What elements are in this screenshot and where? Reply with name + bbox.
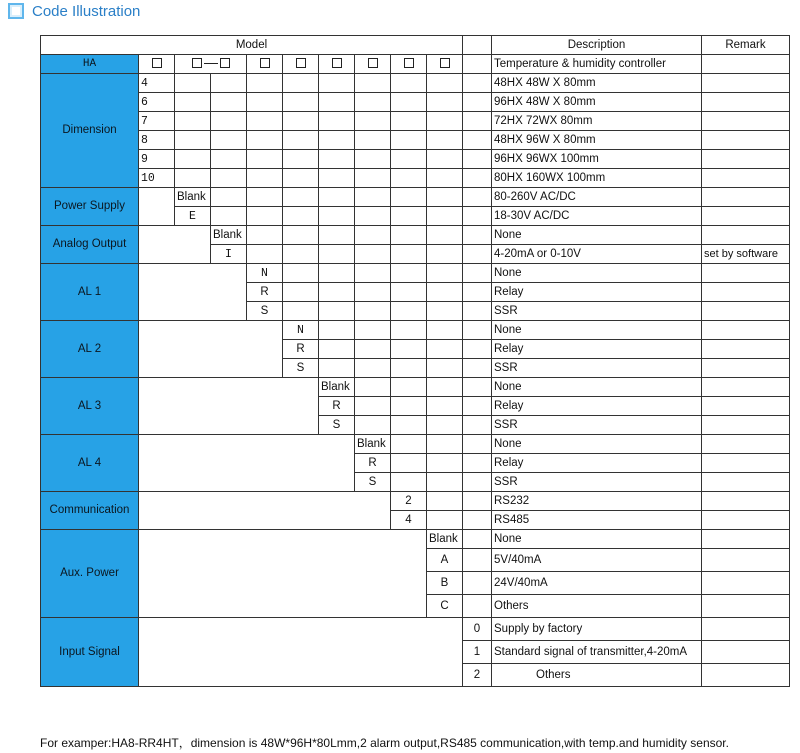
description-cell: Supply by factory xyxy=(492,618,702,641)
description-cell: 96HX 48W X 80mm xyxy=(492,93,702,112)
code-cell: R xyxy=(355,454,391,473)
table-row xyxy=(41,131,790,150)
description-cell: 4-20mA or 0-10V xyxy=(492,245,702,264)
code-cell: 0 xyxy=(463,618,492,641)
code-cell: I xyxy=(211,245,247,264)
code-cell: 2 xyxy=(463,664,492,687)
checkbox-icon xyxy=(332,58,342,68)
table-row xyxy=(41,169,790,188)
code-cell: R xyxy=(247,283,283,302)
code-cell: 6 xyxy=(139,93,175,112)
remark-header: Remark xyxy=(702,36,790,55)
remark-cell: set by software xyxy=(702,245,790,264)
code-cell: 7 xyxy=(139,112,175,131)
code-cell: Blank xyxy=(427,530,463,549)
prefix-description: Temperature & humidity controller xyxy=(492,55,702,74)
description-cell: 96HX 96WX 100mm xyxy=(492,150,702,169)
description-cell: None xyxy=(492,264,702,283)
description-cell: Relay xyxy=(492,283,702,302)
table-row xyxy=(41,226,790,245)
checkbox-icon xyxy=(368,58,378,68)
table-row xyxy=(41,74,790,93)
table-row xyxy=(41,530,790,549)
description-cell: 80-260V AC/DC xyxy=(492,188,702,207)
group-label-communication: Communication xyxy=(41,492,139,530)
code-cell: 1 xyxy=(463,641,492,664)
section-title: Code Illustration xyxy=(32,2,141,20)
table-row xyxy=(41,321,790,340)
description-cell: Relay xyxy=(492,397,702,416)
code-cell: 4 xyxy=(391,511,427,530)
description-cell: Others xyxy=(492,595,702,618)
checkbox-icon xyxy=(192,58,202,68)
group-label-power-supply: Power Supply xyxy=(41,188,139,226)
code-cell: Blank xyxy=(355,435,391,454)
description-cell: None xyxy=(492,435,702,454)
table-row xyxy=(41,112,790,131)
checkbox-icon xyxy=(260,58,270,68)
prefix-code: HA xyxy=(41,55,139,74)
code-table xyxy=(40,35,790,687)
code-cell: 2 xyxy=(391,492,427,511)
code-cell: R xyxy=(319,397,355,416)
group-label-dimension: Dimension xyxy=(41,74,139,188)
table-row xyxy=(41,264,790,283)
group-label-al1: AL 1 xyxy=(41,264,139,321)
description-cell: Others xyxy=(492,664,702,687)
description-cell: SSR xyxy=(492,416,702,435)
checkbox-icon xyxy=(220,58,230,68)
code-cell: B xyxy=(427,572,463,595)
group-label-al4: AL 4 xyxy=(41,435,139,492)
checkbox-icon xyxy=(152,58,162,68)
description-cell: None xyxy=(492,226,702,245)
section-header xyxy=(8,0,140,22)
code-cell: A xyxy=(427,549,463,572)
table-row xyxy=(41,55,790,74)
code-cell: 9 xyxy=(139,150,175,169)
code-cell: R xyxy=(283,340,319,359)
code-cell: S xyxy=(247,302,283,321)
description-cell: 72HX 72WX 80mm xyxy=(492,112,702,131)
square-icon xyxy=(8,3,24,19)
description-cell: 5V/40mA xyxy=(492,549,702,572)
group-label-aux-power: Aux. Power xyxy=(41,530,139,618)
group-label-analog-output: Analog Output xyxy=(41,226,139,264)
code-cell: 4 xyxy=(139,74,175,93)
description-cell: SSR xyxy=(492,359,702,378)
code-cell: N xyxy=(283,321,319,340)
dash-icon xyxy=(204,63,218,64)
table-row xyxy=(41,150,790,169)
table-row xyxy=(41,435,790,454)
code-cell: 8 xyxy=(139,131,175,150)
code-cell: S xyxy=(355,473,391,492)
description-cell: SSR xyxy=(492,302,702,321)
table-row xyxy=(41,492,790,511)
code-cell: 10 xyxy=(139,169,175,188)
description-cell: RS232 xyxy=(492,492,702,511)
description-header: Description xyxy=(492,36,702,55)
table-row xyxy=(41,188,790,207)
code-cell: Blank xyxy=(319,378,355,397)
group-label-input-signal: Input Signal xyxy=(41,618,139,687)
description-cell: None xyxy=(492,378,702,397)
code-cell: Blank xyxy=(175,188,211,207)
table-row xyxy=(41,93,790,112)
description-cell: Relay xyxy=(492,340,702,359)
description-cell: Standard signal of transmitter,4-20mA xyxy=(492,641,702,664)
description-cell: None xyxy=(492,530,702,549)
description-cell: SSR xyxy=(492,473,702,492)
description-cell: 48HX 48W X 80mm xyxy=(492,74,702,93)
code-cell: C xyxy=(427,595,463,618)
description-cell: RS485 xyxy=(492,511,702,530)
checkbox-icon xyxy=(296,58,306,68)
code-cell: N xyxy=(247,264,283,283)
group-label-al2: AL 2 xyxy=(41,321,139,378)
code-cell: Blank xyxy=(211,226,247,245)
code-cell: S xyxy=(319,416,355,435)
description-cell: None xyxy=(492,321,702,340)
checkbox-icon xyxy=(440,58,450,68)
table-row xyxy=(41,618,790,641)
description-cell: 18-30V AC/DC xyxy=(492,207,702,226)
group-label-al3: AL 3 xyxy=(41,378,139,435)
table-row xyxy=(41,378,790,397)
model-header: Model xyxy=(41,36,463,55)
example-footnote: For examper:HA8-RR4HT，dimension is 48W*96H*80Lmm,2 alarm output,RS485 communication,with temp.and humidity sensor. xyxy=(40,736,729,750)
code-cell: S xyxy=(283,359,319,378)
table-header-row xyxy=(41,36,790,55)
checkbox-icon xyxy=(404,58,414,68)
description-cell: 80HX 160WX 100mm xyxy=(492,169,702,188)
description-cell: Relay xyxy=(492,454,702,473)
description-cell: 24V/40mA xyxy=(492,572,702,595)
description-cell: 48HX 96W X 80mm xyxy=(492,131,702,150)
code-cell: E xyxy=(175,207,211,226)
